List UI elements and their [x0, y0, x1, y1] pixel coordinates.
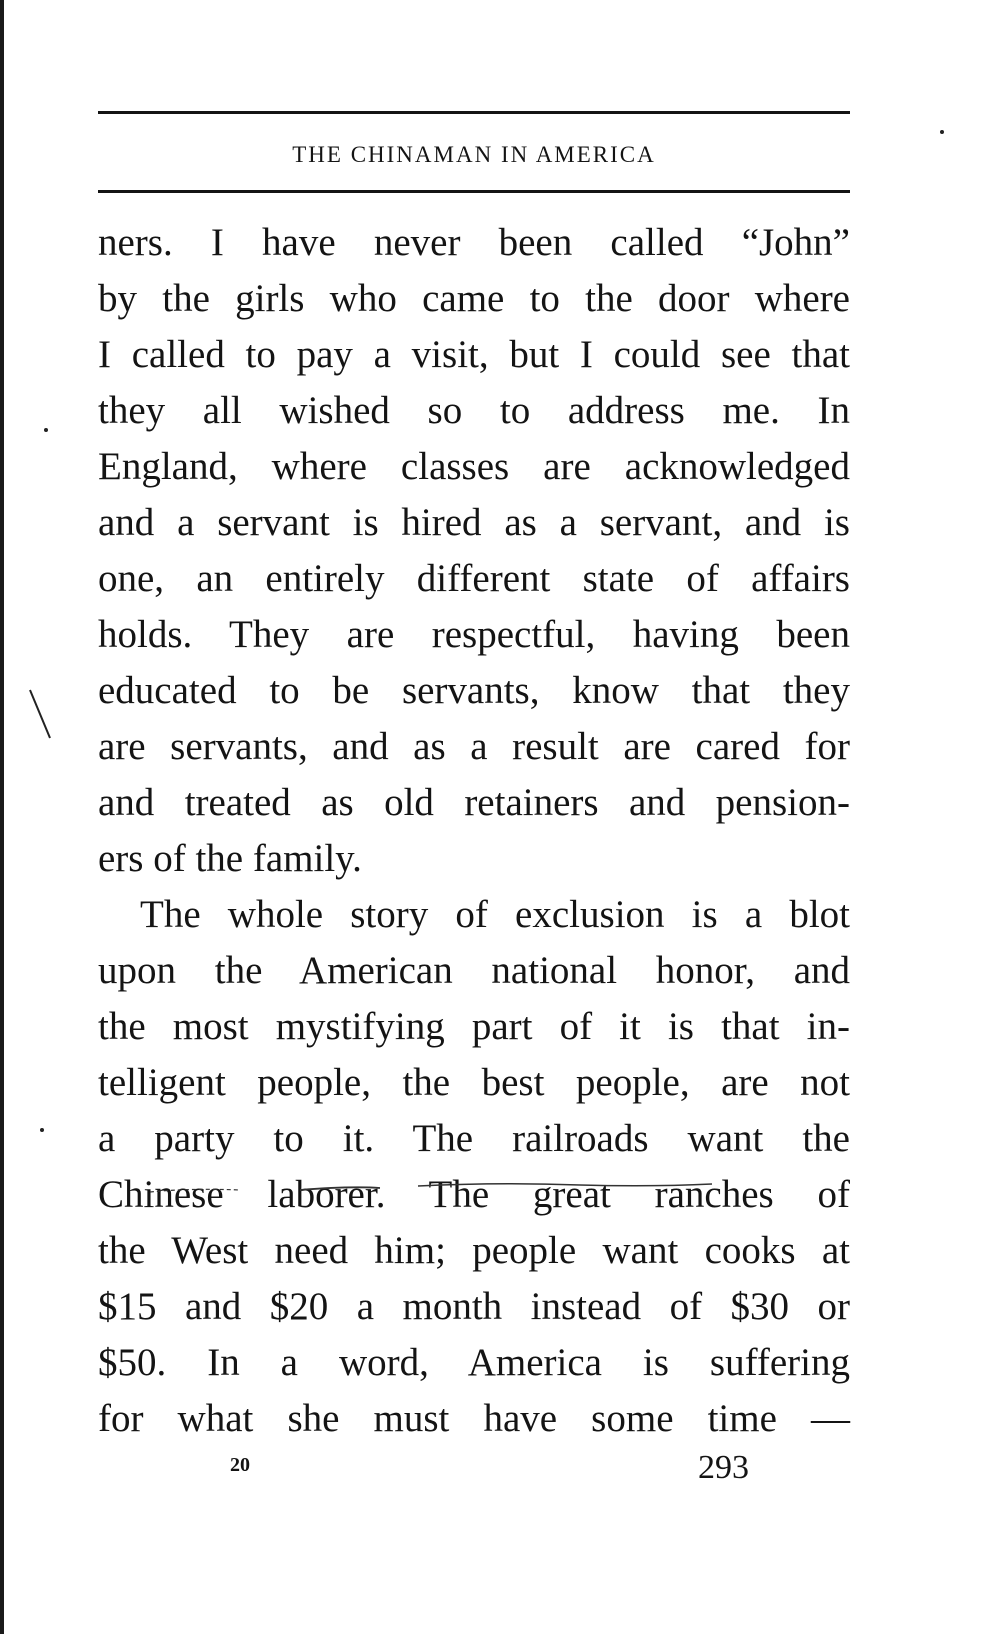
- text-line: for what she must have some time —: [98, 1397, 850, 1440]
- signature-mark: 20: [230, 1454, 250, 1476]
- text-line: I called to pay a visit, but I could see that: [98, 333, 850, 376]
- text-line: a party to it. The railroads want the: [98, 1117, 850, 1160]
- text-line: Chinese laborer. The great ranches of: [98, 1173, 850, 1216]
- text-line: ers of the family.: [98, 837, 362, 880]
- running-head: THE CHINAMAN IN AMERICA: [292, 142, 656, 167]
- text-line: they all wished so to address me. In: [98, 389, 850, 432]
- pencil-mark: [28, 688, 54, 740]
- page-number: 293: [698, 1449, 749, 1486]
- text-line: The whole story of exclusion is a blot: [140, 893, 850, 936]
- text-line: and treated as old retainers and pension-: [98, 781, 850, 824]
- header-rule-top: [98, 111, 850, 114]
- text-line: ners. I have never been called “John”: [98, 221, 850, 264]
- binding-edge: [0, 0, 4, 1634]
- text-line: are servants, and as a result are cared for: [98, 725, 850, 768]
- text-line: telligent people, the best people, are not: [98, 1061, 850, 1104]
- text-line: $50. In a word, America is suffering: [98, 1341, 850, 1384]
- header-rule-bottom: [98, 190, 850, 193]
- text-line: upon the American national honor, and: [98, 949, 850, 992]
- pencil-underline: [150, 1178, 850, 1218]
- text-line: one, an entirely different state of affairs: [98, 557, 850, 600]
- text-line: $15 and $20 a month instead of $30 or: [98, 1285, 850, 1328]
- text-line: and a servant is hired as a servant, and is: [98, 501, 850, 544]
- body-text: [98, 215, 850, 1447]
- text-line: the most mystifying part of it is that in-: [98, 1005, 850, 1048]
- text-line: England, where classes are acknowledged: [98, 445, 850, 488]
- text-line: by the girls who came to the door where: [98, 277, 850, 320]
- text-line: holds. They are respectful, having been: [98, 613, 850, 656]
- text-line: educated to be servants, know that they: [98, 669, 850, 712]
- text-line: the West need him; people want cooks at: [98, 1229, 850, 1272]
- ink-speck: [44, 428, 48, 432]
- ink-speck: [40, 1128, 44, 1132]
- ink-speck: [940, 130, 944, 134]
